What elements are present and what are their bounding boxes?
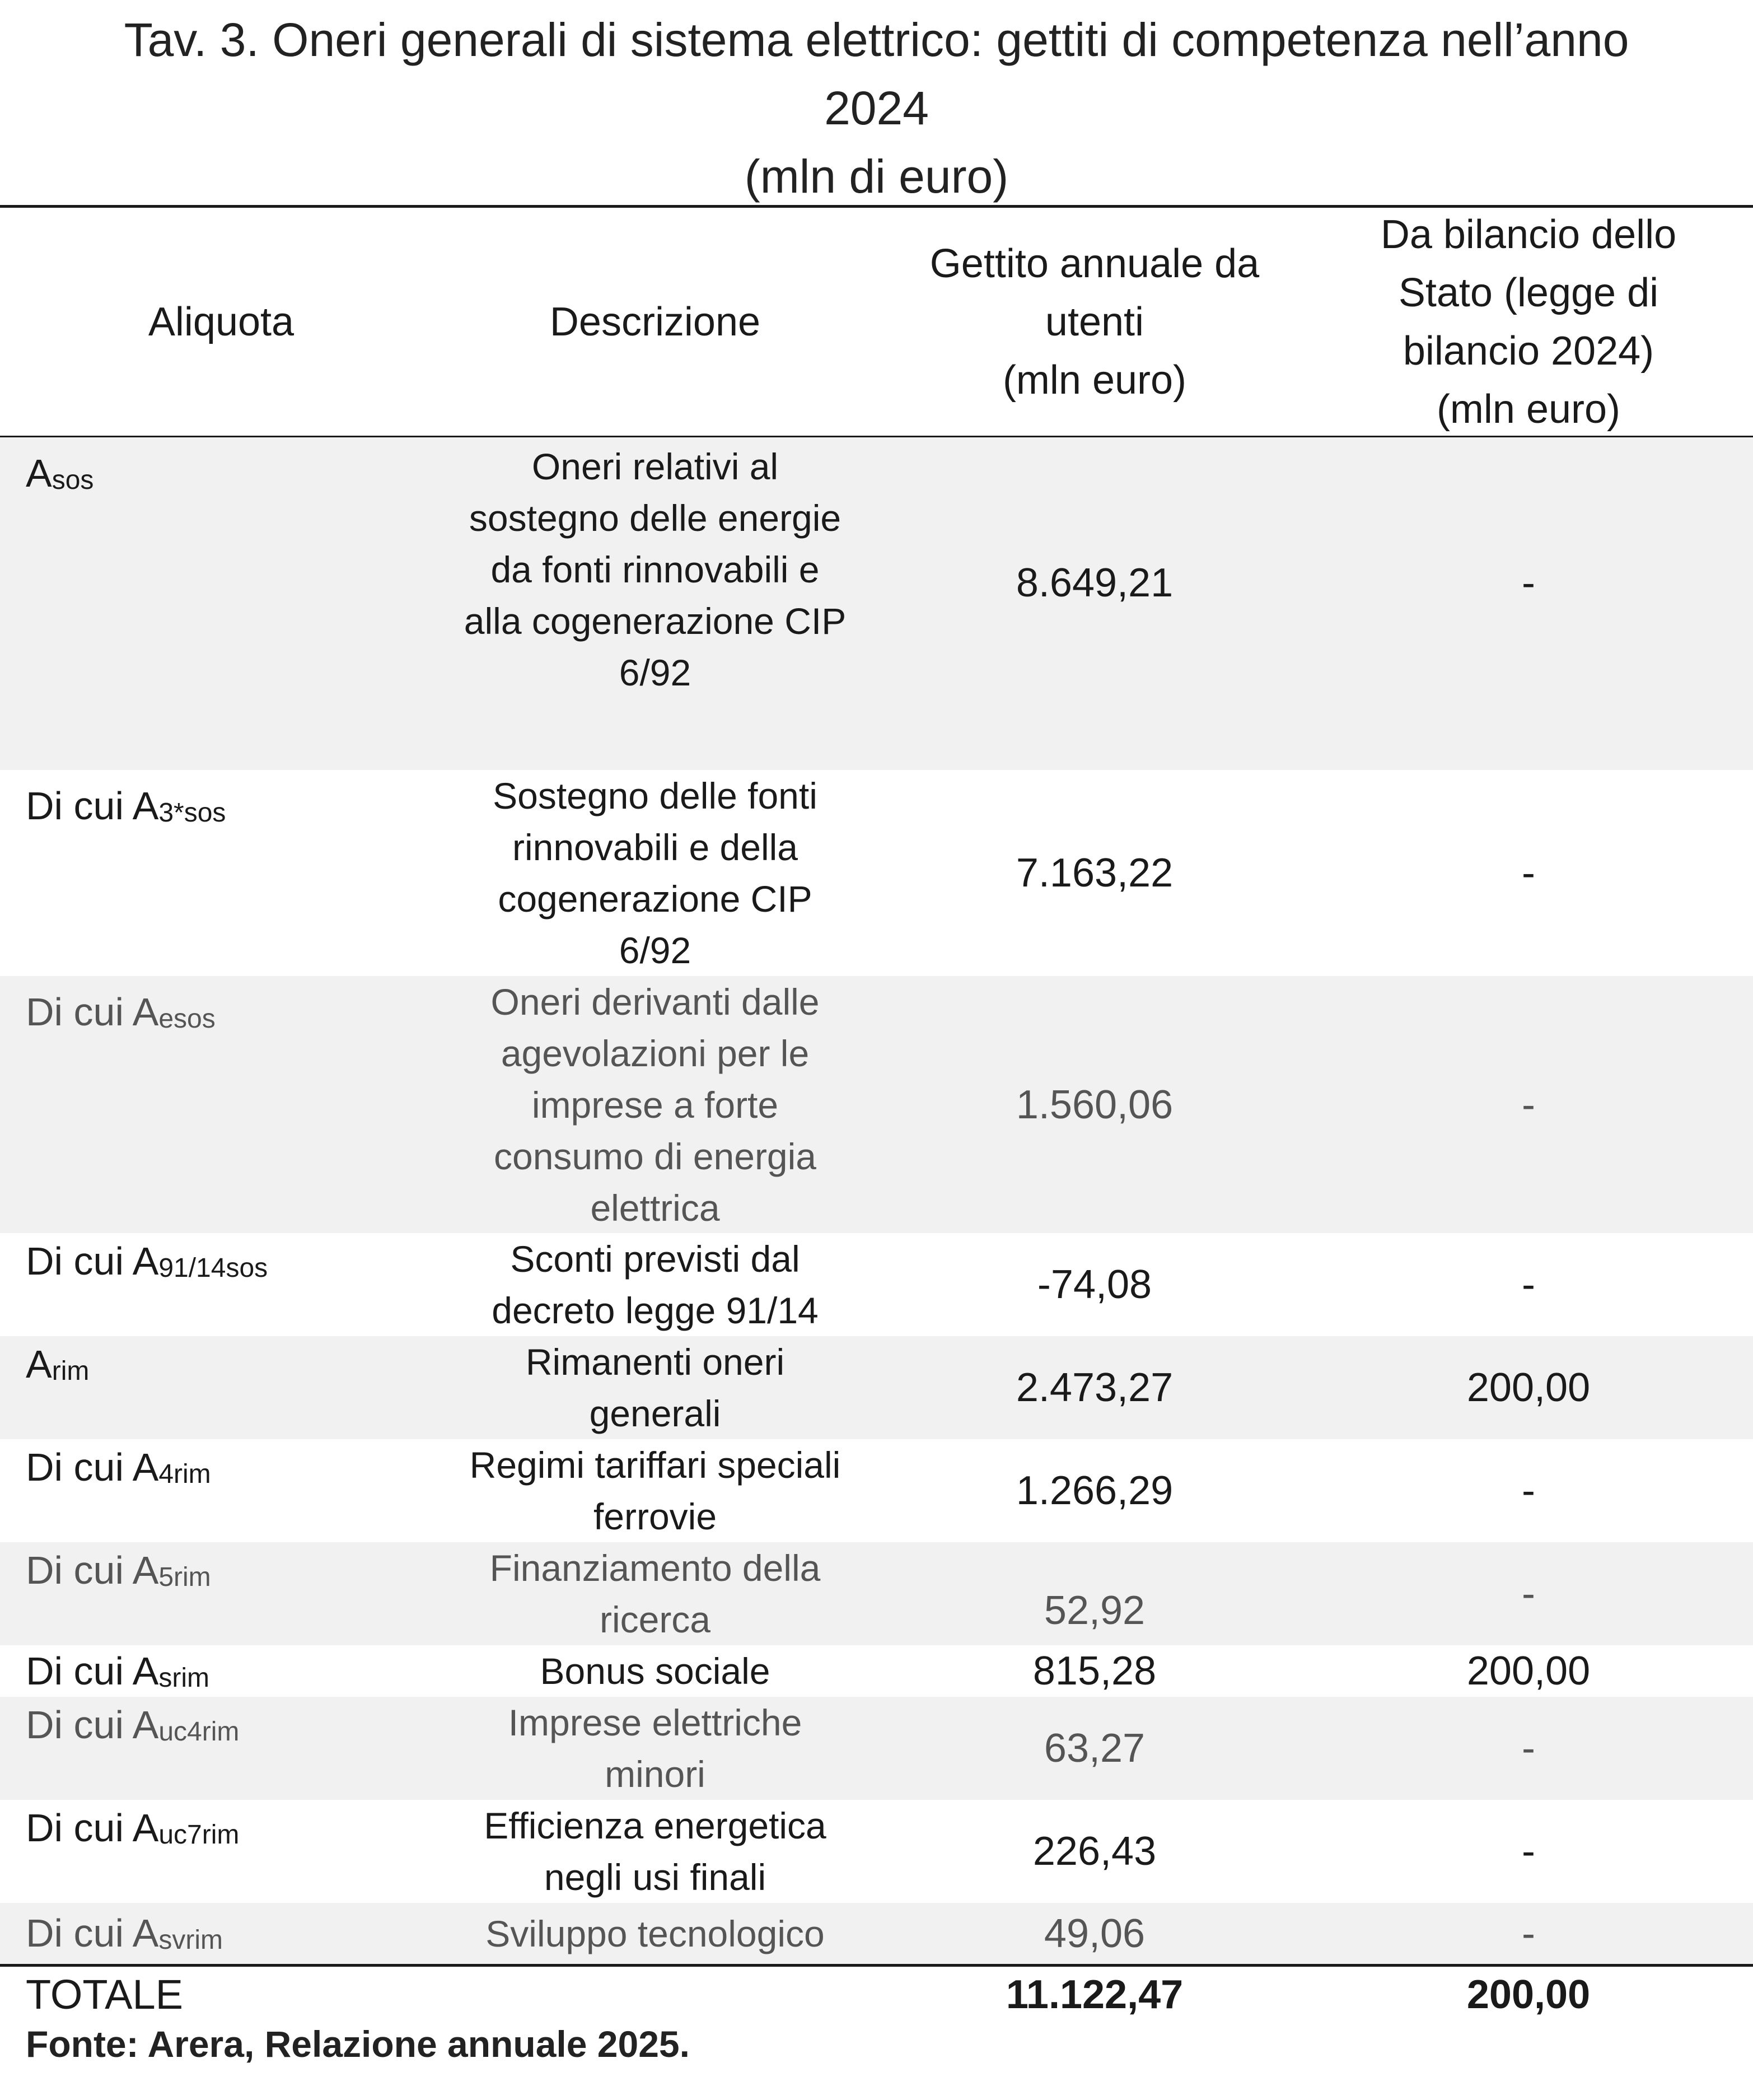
header-descrizione: [442, 208, 868, 436]
description-cell: Finanziamento della ricerca: [489, 1547, 821, 1640]
aliquota-cell: Di cui $A_{uc7rim}$: [26, 1806, 240, 1850]
bilancio-cell: -: [1522, 1468, 1535, 1513]
total-gettito: 11.122,47: [1006, 1972, 1184, 2017]
header-gettito-line: (mln euro): [1002, 357, 1187, 403]
aliquota-cell: $A_{sos}$: [26, 451, 94, 495]
bilancio-cell: -: [1522, 1726, 1535, 1771]
aliquota-cell: Di cui $A_{srim}$: [26, 1649, 209, 1693]
header-bilancio: [1327, 208, 1730, 436]
description-cell: Sviluppo tecnologico: [485, 1912, 825, 1954]
description-cell: Oneri relativi al sostegno delle energie da fonti rinnovabili e alla cogenerazione CIP 6/92: [464, 446, 847, 693]
description-cell: Rimanenti oneri generali: [525, 1341, 785, 1434]
gettito-cell: 49,06: [1044, 1911, 1146, 1956]
aliquota-cell: Di cui $A_{91/14sos}$: [26, 1239, 268, 1283]
gettito-cell: 52,92: [1044, 1588, 1146, 1633]
total-row: [0, 1967, 1753, 2023]
aliquota-cell: Di cui $A_{4rim}$: [26, 1445, 211, 1489]
bilancio-cell: -: [1522, 1829, 1535, 1874]
bilancio-cell: -: [1522, 851, 1535, 895]
bilancio-cell: -: [1522, 1262, 1535, 1307]
table-row: [0, 976, 1753, 1233]
description-cell: Imprese elettriche minori: [508, 1702, 802, 1795]
header-gettito-line: utenti: [1045, 299, 1144, 344]
gettito-cell: 63,27: [1044, 1726, 1146, 1771]
header-bilancio-line: Stato (legge di: [1398, 270, 1659, 315]
title-line-3: (mln di euro): [744, 150, 1009, 203]
bilancio-cell: -: [1522, 561, 1535, 605]
table-row: [0, 1542, 1753, 1645]
table-row: [0, 770, 1753, 976]
table-row: [0, 1336, 1753, 1439]
gettito-cell: 815,28: [1032, 1649, 1157, 1693]
bilancio-cell: -: [1522, 1911, 1535, 1956]
table-row: [0, 1645, 1753, 1697]
bilancio-cell: 200,00: [1466, 1365, 1591, 1410]
aliquota-cell: Di cui $A_{uc4rim}$: [26, 1703, 240, 1747]
total-label: TOTALE: [26, 1971, 184, 2018]
title-line-1: Tav. 3. Oneri generali di sistema elettrico: gettiti di competenza nell’anno: [124, 13, 1629, 66]
total-bilancio: 200,00: [1466, 1972, 1591, 2017]
table-row: [0, 437, 1753, 770]
bilancio-cell: -: [1522, 1082, 1535, 1127]
description-cell: Sconti previsti dal decreto legge 91/14: [492, 1238, 819, 1331]
bilancio-cell: 200,00: [1466, 1649, 1591, 1693]
header-gettito-line: Gettito annuale da: [929, 241, 1260, 286]
gettito-cell: 1.560,06: [1016, 1082, 1174, 1127]
header-aliquota: [0, 208, 442, 436]
description-cell: Oneri derivanti dalle agevolazioni per le imprese a forte consumo di energia elettrica: [490, 981, 820, 1229]
source-note: Fonte: Arera, Relazione annuale 2025.: [26, 2023, 690, 2065]
header-descrizione-label: Descrizione: [549, 299, 761, 344]
title-line-2: 2024: [824, 82, 929, 134]
description-cell: Efficienza energetica negli usi finali: [484, 1805, 826, 1898]
description-cell: Sostegno delle fonti rinnovabili e della cogenerazione CIP 6/92: [493, 775, 817, 971]
header-gettito: [873, 208, 1316, 436]
bilancio-cell: -: [1522, 1571, 1535, 1616]
aliquota-cell: $A_{rim}$: [26, 1342, 90, 1386]
table-row: [0, 1233, 1753, 1336]
gettito-cell: 2.473,27: [1016, 1365, 1174, 1410]
gettito-cell: 226,43: [1032, 1829, 1157, 1874]
aliquota-cell: Di cui $A_{3*sos}$: [26, 784, 226, 828]
aliquota-cell: Di cui $A_{esos}$: [26, 990, 216, 1034]
table-row: [0, 1903, 1753, 1964]
header-bilancio-line: bilancio 2024): [1403, 328, 1654, 374]
table-title: [0, 6, 1753, 211]
description-cell: Bonus sociale: [540, 1650, 770, 1692]
table-row: [0, 1800, 1753, 1903]
gettito-cell: 8.649,21: [1016, 561, 1174, 605]
gettito-cell: 1.266,29: [1016, 1468, 1174, 1513]
header-aliquota-label: Aliquota: [148, 299, 294, 344]
gettito-cell: 7.163,22: [1016, 851, 1174, 895]
aliquota-cell: Di cui $A_{5rim}$: [26, 1548, 211, 1592]
table-row: [0, 1439, 1753, 1542]
description-cell: Regimi tariffari speciali ferrovie: [469, 1444, 841, 1537]
aliquota-cell: Di cui $A_{svrim}$: [26, 1911, 223, 1955]
header-bilancio-line: (mln euro): [1436, 386, 1621, 432]
header-bilancio-line: Da bilancio dello: [1380, 212, 1677, 257]
gettito-cell: -74,08: [1037, 1262, 1152, 1307]
table-row: [0, 1697, 1753, 1800]
